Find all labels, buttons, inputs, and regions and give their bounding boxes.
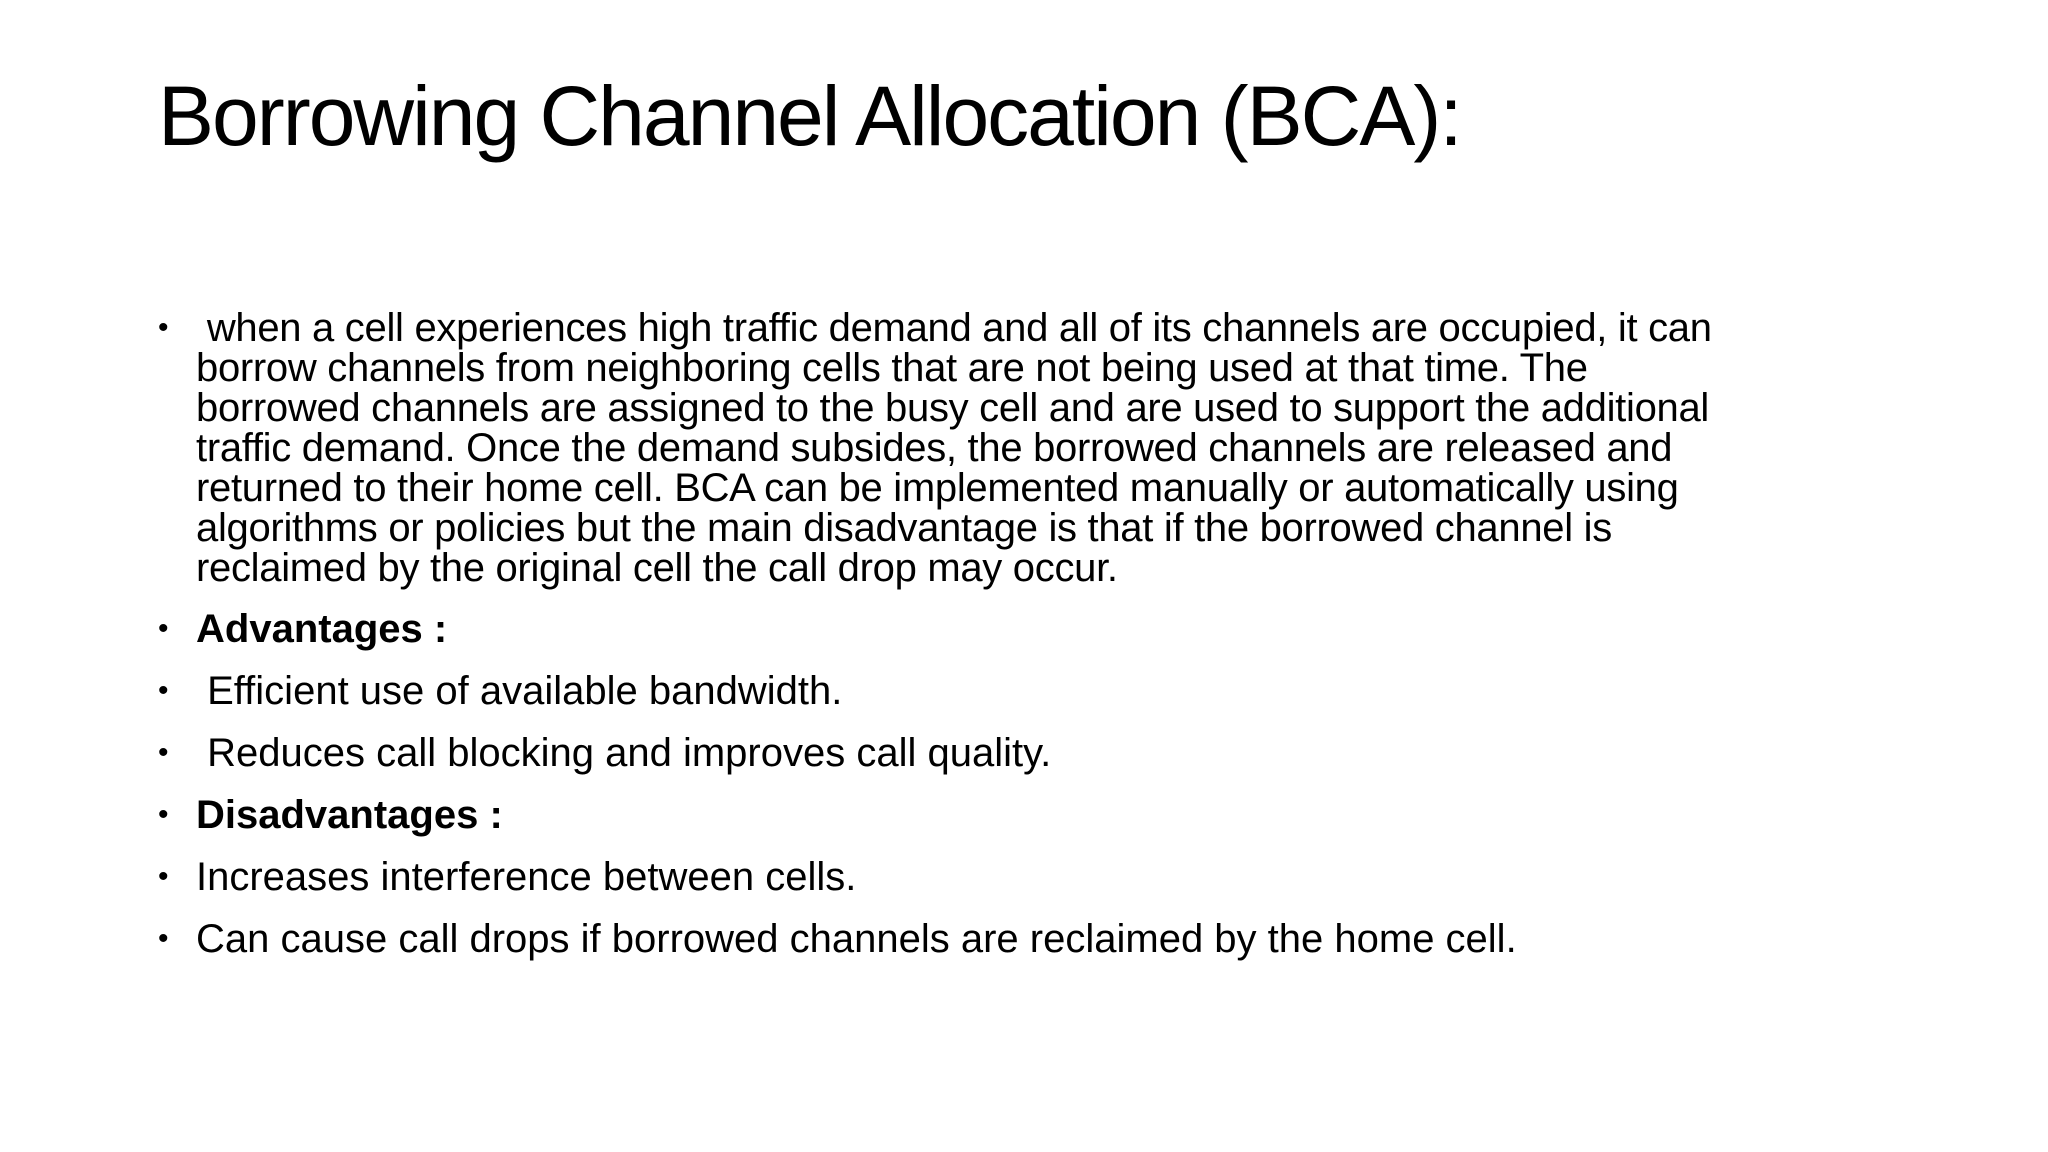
paragraph-line: borrow channels from neighboring cells that are not being used at that time. The: [196, 346, 1588, 390]
bullet-list: [158, 308, 1918, 980]
bullet-icon: •: [158, 674, 169, 707]
disadvantage-text: Increases interference between cells.: [196, 855, 857, 899]
paragraph-line: algorithms or policies but the main disadvantage is that if the borrowed channel is: [196, 506, 1612, 550]
paragraph-line: reclaimed by the original cell the call drop may occur.: [196, 546, 1118, 590]
bullet-item-bca-description: [158, 308, 1918, 588]
bullet-item-advantages-heading: [158, 608, 1918, 650]
bullet-icon: •: [158, 860, 169, 893]
paragraph-line: borrowed channels are assigned to the busy cell and are used to support the additional: [196, 386, 1709, 430]
bullet-item-advantage: [158, 732, 1918, 774]
disadvantages-heading: Disadvantages :: [196, 793, 503, 837]
paragraph-line: returned to their home cell. BCA can be implemented manually or automatically using: [196, 466, 1679, 510]
bullet-icon: •: [158, 798, 169, 831]
disadvantage-text: Can cause call drops if borrowed channels are reclaimed by the home cell.: [196, 917, 1517, 961]
advantages-heading: Advantages :: [196, 607, 448, 651]
paragraph-line: when a cell experiences high traffic demand and all of its channels are occupied, it can: [196, 306, 1712, 350]
bullet-icon: •: [158, 612, 169, 645]
advantage-text: Reduces call blocking and improves call quality.: [196, 731, 1052, 775]
bullet-item-disadvantage: [158, 918, 1918, 960]
bullet-icon: •: [158, 311, 169, 344]
bullet-icon: •: [158, 736, 169, 769]
advantage-text: Efficient use of available bandwidth.: [196, 669, 843, 713]
bullet-icon: •: [158, 922, 169, 955]
bullet-item-advantage: [158, 670, 1918, 712]
slide-title: Borrowing Channel Allocation (BCA):: [158, 69, 1461, 163]
bullet-item-disadvantages-heading: [158, 794, 1918, 836]
paragraph-line: traffic demand. Once the demand subsides, the borrowed channels are released and: [196, 426, 1673, 470]
bullet-item-disadvantage: [158, 856, 1918, 898]
